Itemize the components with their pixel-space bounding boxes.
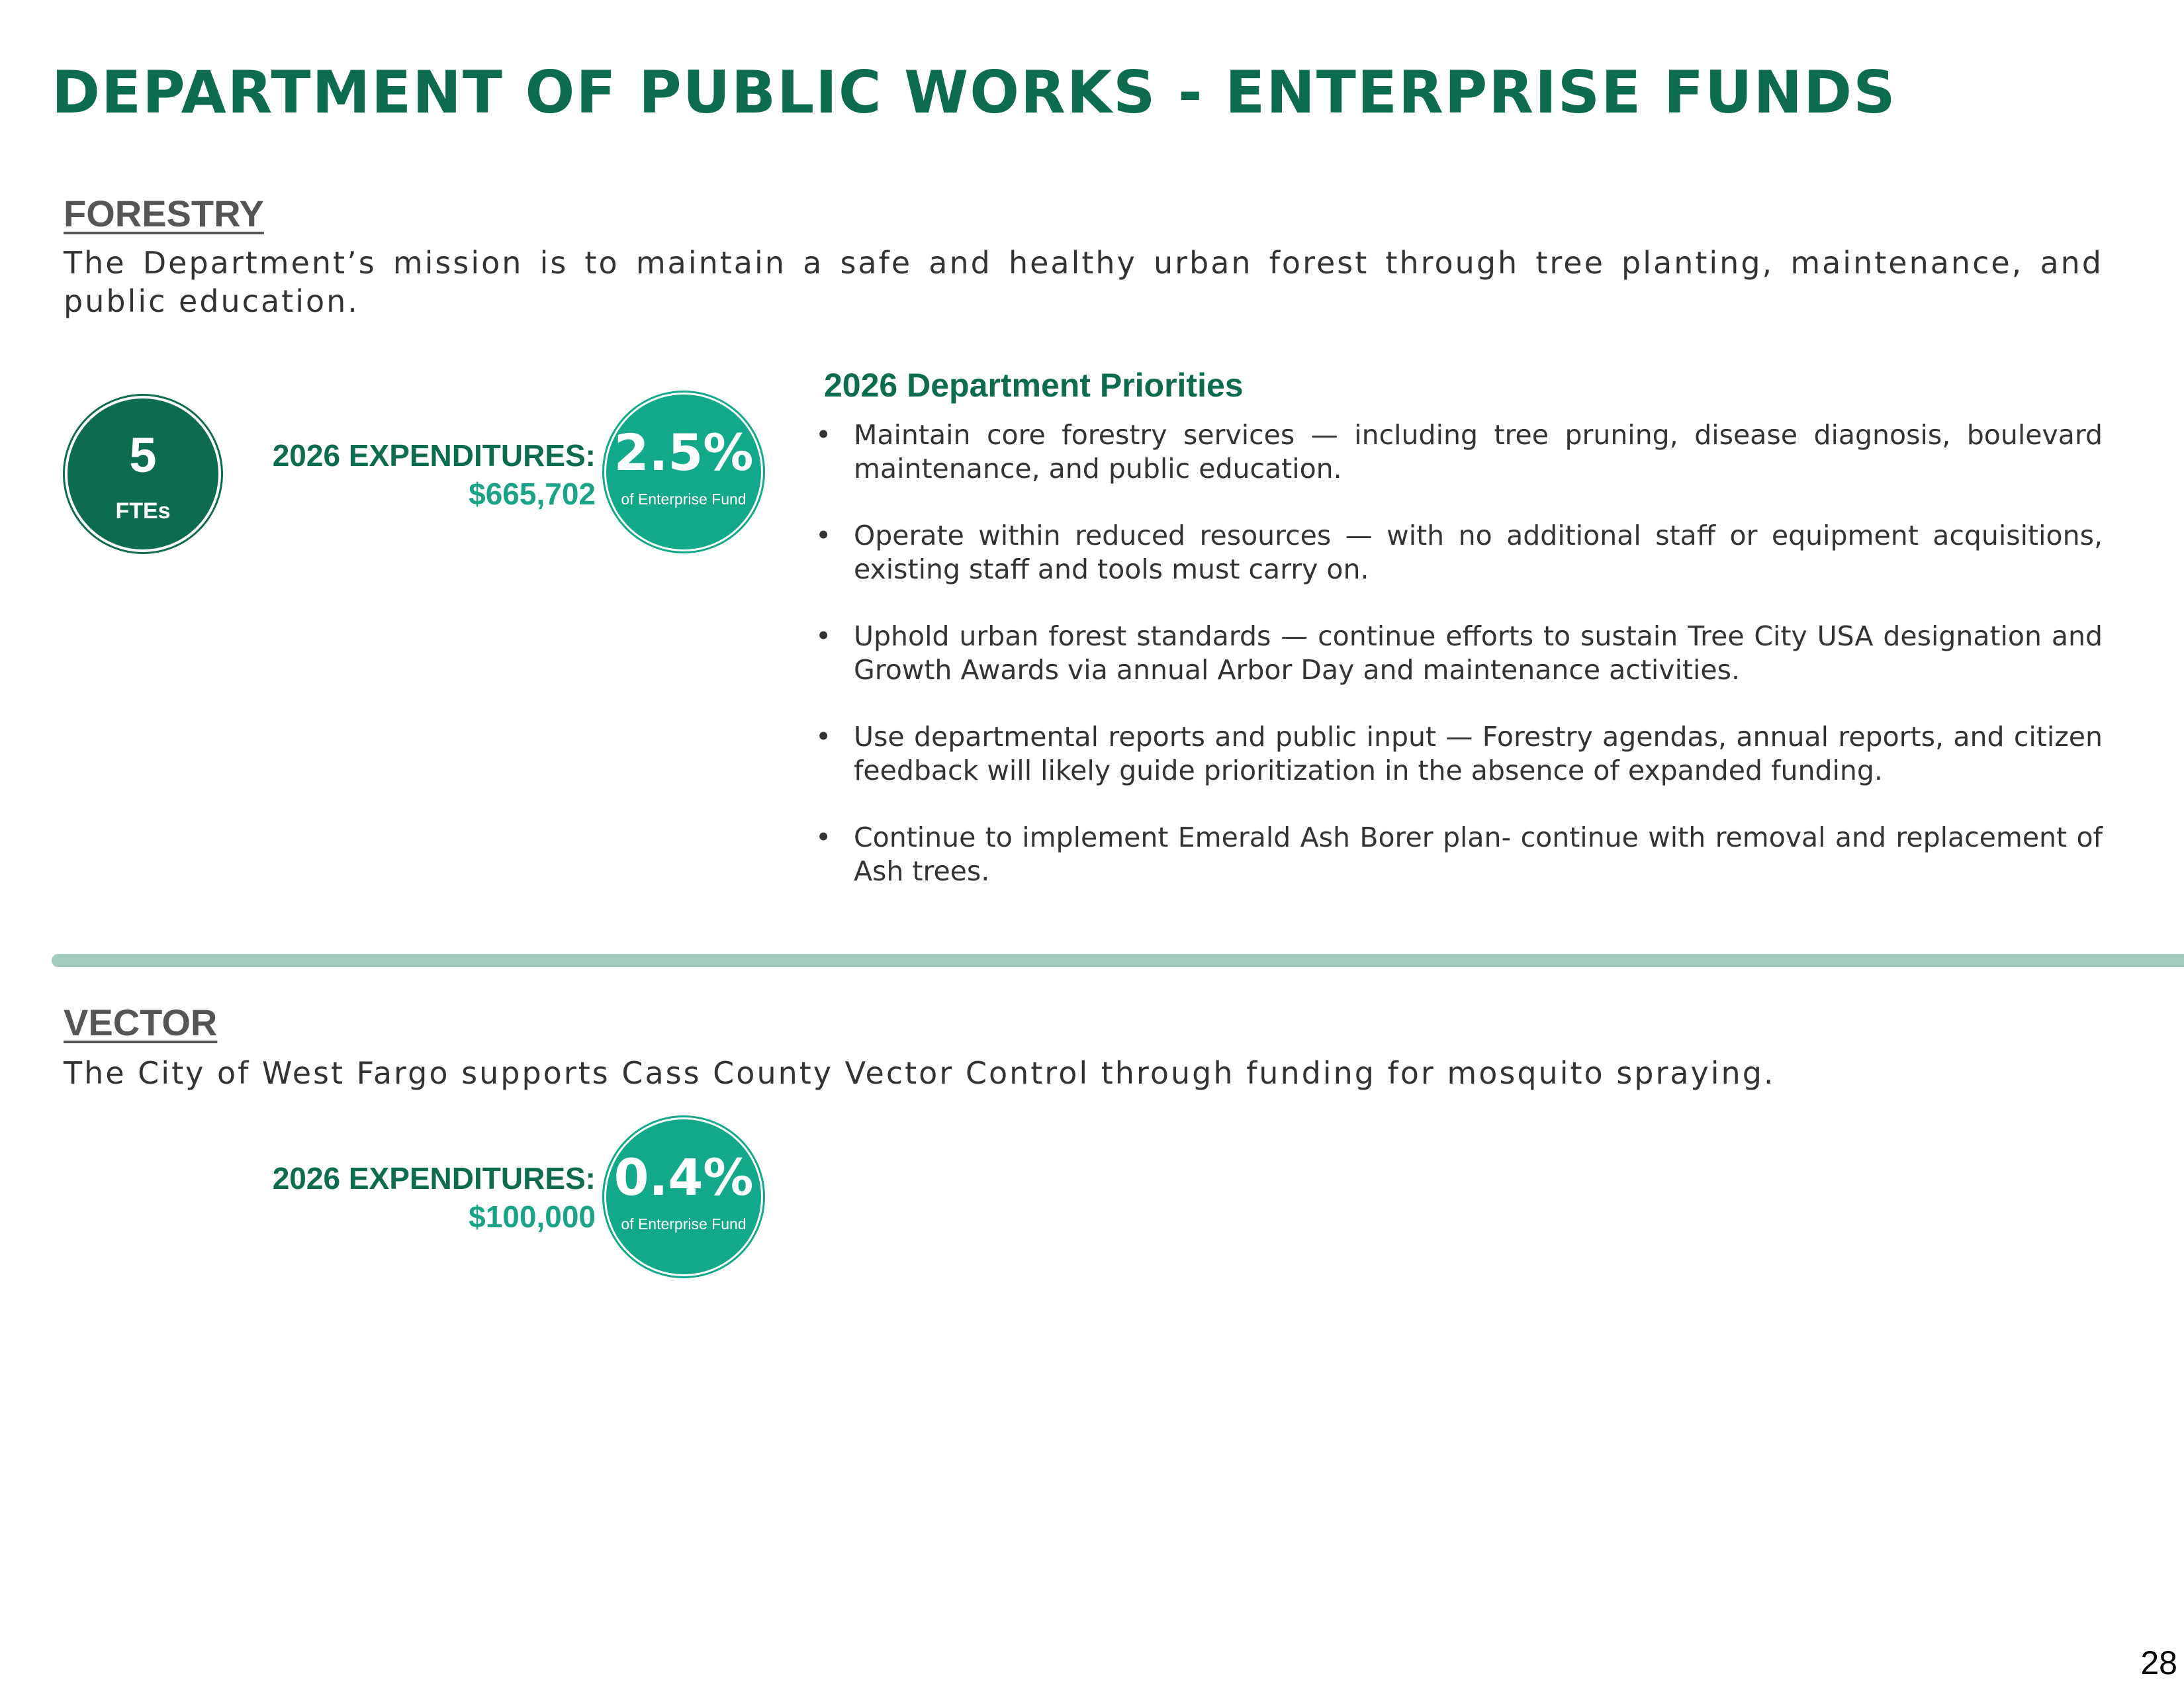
bullet-icon: •	[815, 821, 832, 853]
vector-mission-text: The City of West Fargo supports Cass County Vector Control through funding for mosquito spraying.	[64, 1055, 1776, 1091]
priority-text: Use departmental reports and public input — Forestry agendas, annual reports, and citizen feedback will likely guide prioritization in the absence of expanded funding.	[854, 721, 2103, 786]
priority-item	[815, 720, 2103, 788]
vector-section-title: VECTOR	[64, 1002, 218, 1043]
vector-expenditures-label: 2026 EXPENDITURES:	[272, 1161, 596, 1196]
forestry-expenditures-label: 2026 EXPENDITURES:	[272, 438, 596, 473]
vector-expenditures-amount: $100,000	[469, 1199, 596, 1234]
fte-badge	[65, 396, 221, 552]
bullet-icon: •	[815, 520, 832, 551]
vector-percent-caption: of Enterprise Fund	[621, 1215, 747, 1233]
priority-item	[815, 519, 2103, 586]
priority-item	[815, 418, 2103, 486]
forestry-mission-text: The Department’s mission is to maintain a safe and healthy urban forest through tree planting, maintenance, and public education.	[64, 245, 2103, 319]
fte-count: 5	[129, 428, 157, 483]
priorities-list	[815, 418, 2103, 921]
forestry-percent-badge	[604, 393, 763, 551]
bullet-icon: •	[815, 620, 832, 652]
priority-item	[815, 620, 2103, 687]
fte-label: FTEs	[115, 498, 171, 524]
bullet-icon: •	[815, 419, 832, 451]
forestry-percent-value: 2.5%	[614, 423, 754, 482]
vector-percent-badge	[604, 1117, 763, 1276]
page-number: 28	[2140, 1644, 2177, 1681]
vector-percent-value: 0.4%	[614, 1148, 754, 1207]
priority-text: Uphold urban forest standards — continue efforts to sustain Tree City USA designation and Growth Awards via annual Arbor Day and maintenance activities.	[854, 620, 2103, 686]
forestry-expenditures-amount: $665,702	[469, 477, 596, 511]
page-title: DEPARTMENT OF PUBLIC WORKS - ENTERPRISE FUNDS	[52, 58, 1897, 126]
section-divider	[52, 954, 2184, 967]
priorities-heading: 2026 Department Priorities	[824, 367, 1244, 404]
bullet-icon: •	[815, 721, 832, 753]
priority-text: Maintain core forestry services — including tree pruning, disease diagnosis, boulevard maintenance, and public education.	[854, 419, 2103, 485]
priority-item	[815, 821, 2103, 888]
forestry-percent-caption: of Enterprise Fund	[621, 491, 747, 508]
forestry-section-title: FORESTRY	[64, 193, 264, 234]
priority-text: Continue to implement Emerald Ash Borer plan- continue with removal and replacement of Ash trees.	[854, 821, 2103, 887]
priority-text: Operate within reduced resources — with no additional staff or equipment acquisitions, existing staff and tools must carry on.	[854, 520, 2103, 585]
